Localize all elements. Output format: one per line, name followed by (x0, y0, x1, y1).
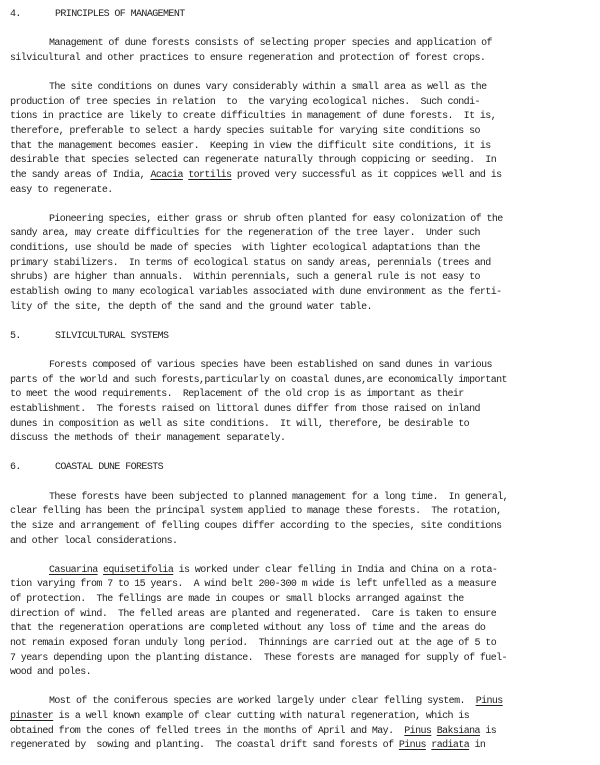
text-segment: clear felling has been the principal system applied to manage these forests. The rotation, (10, 506, 502, 518)
text-segment: dunes in composition as well as site conditions. It will, therefore, be desirable to (10, 418, 470, 430)
text-segment: 7 years depending upon the planting distance. These forests are managed for supply of fuel- (10, 652, 507, 664)
text-line (10, 505, 595, 520)
text-segment: the size and arrangement of felling coupes differ according to the species, site conditions (10, 520, 502, 532)
text-segment: therefore, preferable to select a hardy species suitable for varying site conditions so (10, 126, 480, 137)
section-heading (10, 461, 595, 476)
text-line (10, 359, 595, 374)
section-title: SILVICULTURAL SYSTEMS (55, 330, 169, 342)
text-line (10, 286, 595, 301)
paragraph (10, 37, 595, 66)
text-line (10, 725, 595, 740)
text-line (10, 535, 595, 550)
text-segment: is worked under clear felling in India and China on a rota- (173, 564, 498, 576)
blank-line (10, 315, 595, 330)
text-line (10, 52, 595, 67)
text-line (10, 739, 595, 754)
text-segment: Pioneering species, either grass or shrub often planted for easy colonization of the (49, 213, 503, 225)
species-name: Pinus (404, 725, 432, 737)
paragraph (10, 213, 595, 315)
text-segment: sandy area, may create difficulties for the regeneration of the tree layer. Under such (10, 228, 480, 240)
section-number: 4. (10, 9, 21, 20)
text-line (10, 184, 595, 199)
text-segment: Most of the coniferous species are worked largely under clear felling system. (49, 696, 476, 708)
text-line (10, 520, 595, 535)
species-name: Casuarina (49, 564, 98, 576)
text-segment: tions in practice are likely to create difficulties in management of dune forests. It is, (10, 111, 497, 123)
text-segment: The site conditions on dunes vary considerably within a small area as well as the (49, 82, 487, 94)
section-number: 5. (10, 330, 21, 342)
text-segment: silvicultural and other practices to ensure regeneration and protection of forest crops. (10, 52, 486, 64)
text-segment: is a well known example of clear cutting with natural regeneration, which is (53, 711, 470, 722)
text-line (10, 374, 595, 389)
text-segment: not remain exposed foran unduly long period. Thinnings are carried out at the age of 5 to (10, 637, 497, 649)
text-line (10, 637, 595, 652)
blank-line (10, 681, 595, 696)
section-heading (10, 8, 595, 23)
text-segment: in (469, 740, 486, 752)
text-segment: that the regeneration operations are completed without any loss of time and the areas do (10, 623, 486, 635)
blank-line (10, 549, 595, 564)
blank-line (10, 198, 595, 213)
text-segment: regenerated by sowing and planting. The coastal drift sand forests of (10, 740, 399, 752)
text-line (10, 37, 595, 52)
text-segment: establishment. The forests raised on littoral dunes differ from those raised on inland (10, 403, 480, 415)
text-segment: wood and poles. (10, 667, 92, 679)
paragraph (10, 491, 595, 550)
text-line (10, 622, 595, 637)
text-segment: to meet the wood requirements. Replacement of the old crop is as important as their (10, 389, 464, 401)
species-name: radiata (431, 740, 470, 752)
text-line (10, 125, 595, 140)
species-name: pinaster (10, 711, 54, 722)
text-line (10, 418, 595, 433)
text-line (10, 81, 595, 96)
text-line (10, 213, 595, 228)
text-segment: that the management becomes easier. Keeping in view the difficult site conditions, it is (10, 140, 491, 152)
text-line (10, 608, 595, 623)
text-segment: the sandy areas of India, (10, 169, 151, 181)
text-line (10, 578, 595, 593)
text-line (10, 652, 595, 667)
text-segment: discuss the methods of their management separately. (10, 433, 286, 445)
text-line (10, 271, 595, 286)
text-line (10, 140, 595, 155)
text-segment: establish owing to many ecological variables associated with dune environment as the ferti- (10, 286, 502, 298)
text-segment: These forests have been subjected to planned management for a long time. In general, (49, 491, 509, 503)
text-line (10, 666, 595, 681)
text-segment: direction of wind. The felled areas are planted and regenerated. Care is taken to ensure (10, 608, 497, 620)
text-line (10, 388, 595, 403)
species-name: Baksiana (436, 725, 480, 737)
text-line (10, 169, 595, 184)
text-segment: of protection. The fellings are made in coupes or small blocks arranged against the (10, 594, 464, 605)
section-heading (10, 330, 595, 345)
blank-line (10, 67, 595, 82)
text-line (10, 301, 595, 316)
text-line (10, 227, 595, 242)
text-segment: shrubs) are higher than annuals. Within perennials, such a general rule is not easy to (10, 272, 480, 284)
text-line (10, 242, 595, 257)
text-line (10, 432, 595, 447)
blank-line (10, 476, 595, 491)
blank-line (10, 344, 595, 359)
text-segment: desirable that species selected can regenerate naturally through coppicing or seeding. In (10, 155, 497, 167)
text-segment: is (479, 725, 497, 737)
paragraph (10, 81, 595, 198)
blank-line (10, 23, 595, 38)
document-page (10, 8, 595, 754)
text-segment: obtained from the cones of felled trees in the months of April and May. (10, 725, 405, 737)
text-segment: Forests composed of various species have been established on sand dunes in various (49, 360, 492, 371)
species-name: Acacia (150, 169, 183, 181)
text-line (10, 710, 595, 725)
text-line (10, 564, 595, 579)
section-title: COASTAL DUNE FORESTS (55, 462, 164, 474)
text-segment: conditions, use should be made of species with lighter ecological adaptations than the (10, 243, 480, 254)
text-line (10, 96, 595, 111)
text-line (10, 403, 595, 418)
paragraph (10, 564, 595, 681)
text-segment: and other local considerations. (10, 535, 178, 547)
text-line (10, 491, 595, 506)
text-segment: easy to regenerate. (10, 184, 113, 196)
text-segment: Management of dune forests consists of selecting proper species and application of (49, 38, 492, 50)
text-segment: tion varying from 7 to 15 years. A wind belt 200-300 m wide is left unfelled as a measure (10, 579, 497, 591)
text-line (10, 110, 595, 125)
paragraph (10, 695, 595, 754)
text-segment: proved very successful as it coppices well and is (231, 169, 502, 181)
text-segment: lity of the site, the depth of the sand and the ground water table. (10, 301, 372, 313)
species-name: Pinus (475, 696, 503, 708)
paragraph (10, 359, 595, 447)
species-name: Pinus (398, 740, 426, 752)
blank-line (10, 447, 595, 462)
text-line (10, 593, 595, 608)
section-number: 6. (10, 462, 21, 474)
text-segment: parts of the world and such forests,particularly on coastal dunes,are economically important (10, 374, 507, 386)
text-segment: production of tree species in relation to the varying ecological niches. Such condi- (10, 96, 480, 108)
text-line (10, 257, 595, 272)
text-segment: primary stabilizers. In terms of ecological status on sandy areas, perennials (trees and (10, 257, 491, 269)
species-name: tortilis (188, 169, 232, 181)
section-title: PRINCIPLES OF MANAGEMENT (55, 9, 185, 20)
text-line (10, 154, 595, 169)
species-name: equisetifolia (103, 564, 174, 576)
text-line (10, 695, 595, 710)
